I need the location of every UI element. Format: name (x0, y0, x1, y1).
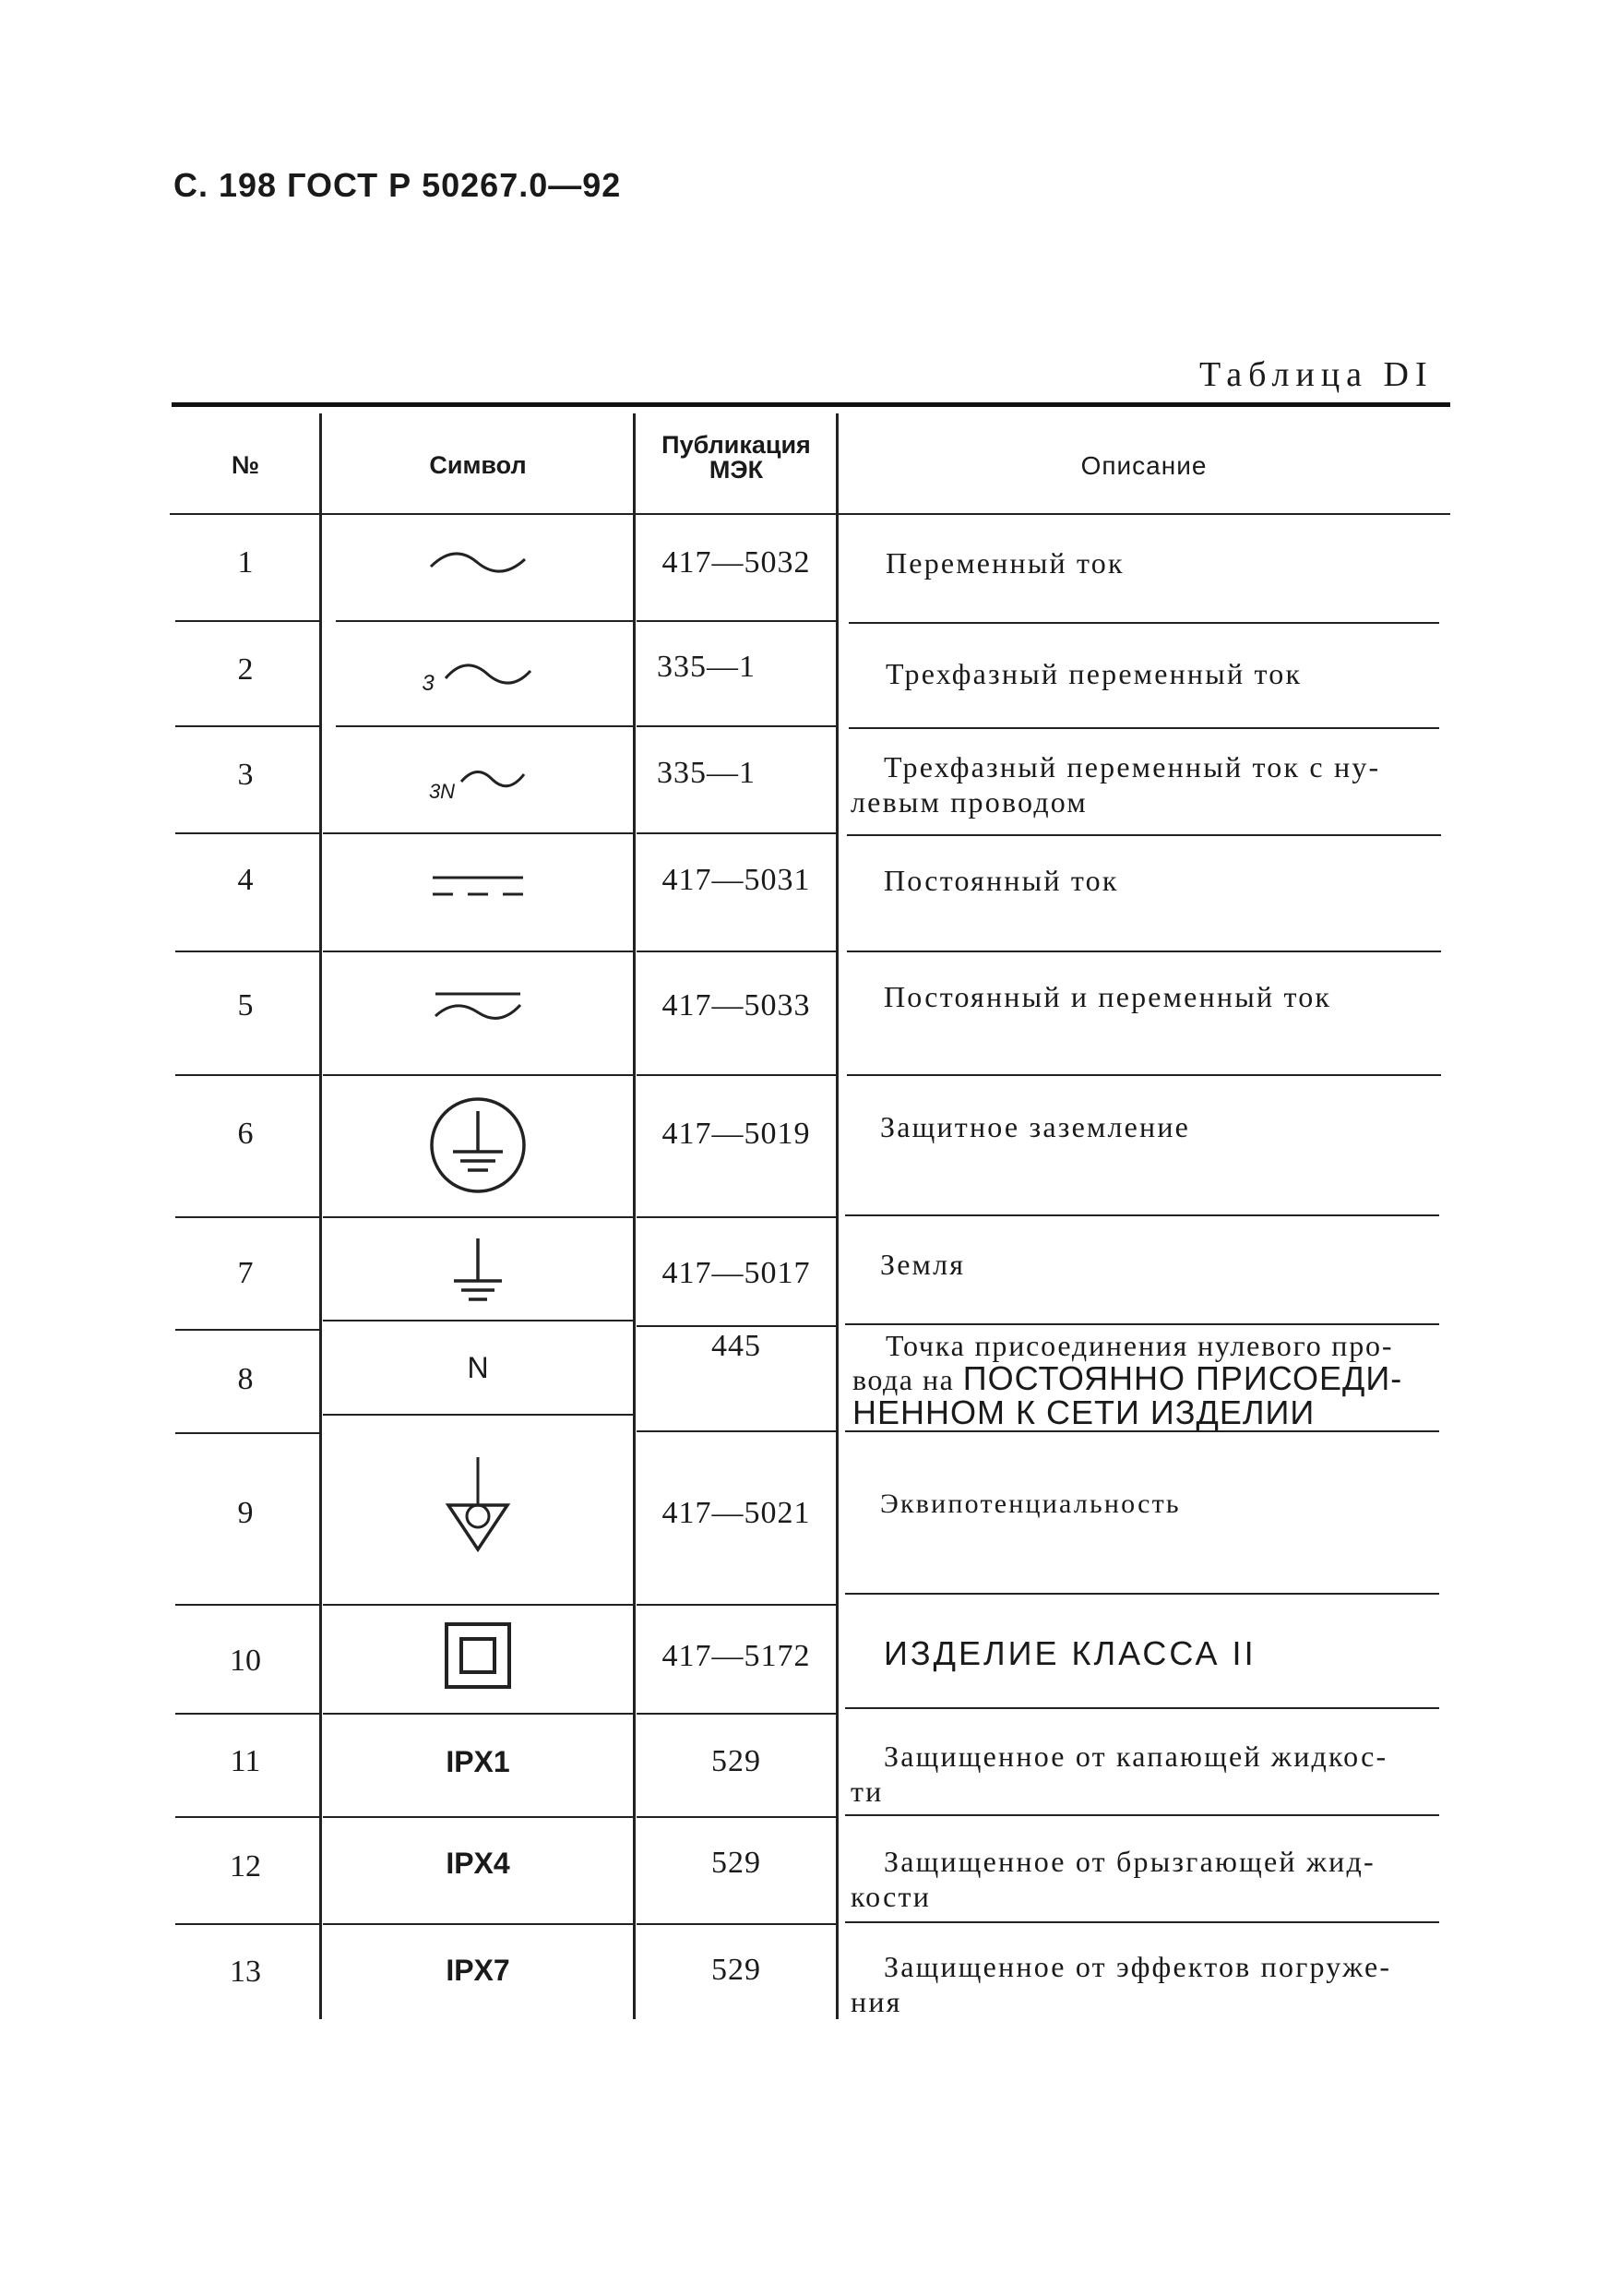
publication-cell: 417—5032 (661, 545, 811, 580)
description-line (852, 1393, 1452, 1431)
row-rule (175, 832, 319, 834)
row-rule (637, 1604, 836, 1606)
ip-code: IPX1 (446, 1744, 510, 1778)
table-caption: Таблица DI (1199, 355, 1434, 394)
neutral-symbol: N (467, 1350, 489, 1384)
column-header-no: № (231, 450, 260, 479)
row-rule (637, 951, 836, 952)
description-cell (851, 749, 1450, 832)
symbol-cell (323, 1824, 633, 1903)
row-rule (175, 1604, 319, 1606)
description-cell (851, 1739, 1450, 1812)
symbol-prefix: 3 (422, 671, 435, 696)
column-header-publication-line1: Публикация (661, 431, 811, 459)
table-top-rule (172, 402, 1450, 407)
row-rule (847, 951, 1441, 952)
row-number: 13 (230, 1955, 261, 1989)
description-caps: ИЗДЕЛИЕ КЛАССА II (884, 1634, 1257, 1672)
publication-cell: 417—5172 (661, 1639, 811, 1673)
row-number: 3 (237, 758, 254, 792)
symbol-cell (323, 526, 633, 600)
description-line: Точка присоединения нулевого про- (886, 1329, 1394, 1362)
row-rule (323, 951, 633, 952)
row-rule (175, 1713, 319, 1715)
publication-cell: 417—5031 (661, 863, 811, 897)
description-fragment: вода на (852, 1363, 955, 1396)
row-number: 7 (237, 1256, 254, 1290)
row-rule (175, 725, 319, 727)
symbol-cell (323, 1329, 633, 1406)
description-line: левым проводом (851, 785, 1088, 819)
symbol-cell (323, 1449, 633, 1560)
publication-cell: 417—5021 (661, 1496, 811, 1530)
column-header-description: Описание (1080, 450, 1208, 480)
symbol-cell (323, 1609, 633, 1702)
description-cell: Переменный ток (886, 546, 1125, 580)
symbol-cell (323, 738, 633, 821)
description-cell: Постоянный ток (884, 864, 1119, 897)
row-rule (637, 1713, 836, 1715)
row-rule (849, 622, 1439, 624)
row-rule (175, 1329, 319, 1331)
row-rule (323, 1604, 633, 1606)
row-rule (849, 727, 1439, 729)
row-number: 9 (237, 1496, 254, 1530)
column-rule-1 (319, 413, 322, 2019)
description-cell (851, 1844, 1450, 1918)
symbol-cell (323, 1085, 633, 1205)
row-rule (175, 1216, 319, 1218)
three-phase-neutral-ac-icon (459, 763, 527, 796)
earth-icon (450, 1235, 506, 1309)
publication-cell: 335—1 (657, 650, 756, 684)
description-line: Защищенное от эффектов погруже- (884, 1950, 1392, 1983)
description-line: Трехфазный переменный ток с ну- (884, 750, 1381, 783)
row-rule (175, 1432, 319, 1434)
row-rule (336, 620, 633, 622)
row-rule (175, 1923, 319, 1925)
publication-cell: 417—5019 (661, 1117, 811, 1151)
symbol-cell (323, 843, 633, 927)
publication-cell: 417—5033 (661, 988, 811, 1022)
description-caps: НЕННОМ К СЕТИ ИЗДЕЛИИ (852, 1393, 1316, 1431)
description-line: ти (851, 1775, 884, 1808)
row-rule (847, 834, 1441, 836)
row-rule (323, 1216, 633, 1218)
row-rule (845, 1323, 1439, 1325)
row-rule (847, 1074, 1441, 1076)
row-number: 6 (237, 1117, 254, 1151)
ac-dc-icon (432, 985, 524, 1027)
ip-code: IPX4 (446, 1846, 510, 1880)
description-cell: Эквипотенциальность (880, 1489, 1181, 1519)
description-line: кости (851, 1880, 932, 1913)
header-bottom-rule (170, 513, 1450, 515)
row-rule (323, 832, 633, 834)
row-rule (637, 832, 836, 834)
row-number: 12 (230, 1849, 261, 1883)
symbol-prefix: 3N (428, 780, 456, 803)
row-rule (845, 1814, 1439, 1816)
class-ii-icon (441, 1619, 515, 1692)
description-cell: Земля (880, 1248, 966, 1281)
description-line: Защищенное от капающей жидкос- (884, 1740, 1388, 1773)
description-line: ния (851, 1985, 902, 2018)
row-number: 1 (237, 545, 254, 580)
publication-cell: 335—1 (657, 756, 756, 790)
row-number: 11 (230, 1744, 261, 1778)
description-line: Защищенное от брызгающей жид- (884, 1845, 1376, 1878)
publication-cell: 529 (711, 1846, 761, 1880)
row-rule (637, 1216, 836, 1218)
row-rule (323, 1713, 633, 1715)
row-number: 8 (237, 1362, 254, 1396)
description-caps: ПОСТОЯННО ПРИСОЕДИ- (962, 1359, 1403, 1397)
description-cell (884, 1615, 1437, 1692)
row-rule (175, 1816, 319, 1818)
row-rule (637, 1816, 836, 1818)
row-rule (323, 1414, 633, 1416)
row-rule (323, 1320, 633, 1321)
equipotential-icon (441, 1453, 515, 1555)
description-cell (852, 1329, 1452, 1430)
symbol-cell (323, 1224, 633, 1320)
row-rule (323, 1923, 633, 1925)
publication-cell: 529 (711, 1953, 761, 1987)
row-rule (637, 620, 836, 622)
row-rule (175, 1074, 319, 1076)
row-rule (175, 620, 319, 622)
ac-icon (427, 544, 529, 581)
column-header-symbol: Символ (429, 450, 527, 479)
three-phase-ac-icon (442, 656, 534, 693)
row-rule (175, 951, 319, 952)
row-rule (845, 1707, 1439, 1709)
row-rule (845, 1214, 1439, 1216)
publication-cell: 529 (711, 1744, 761, 1778)
symbol-cell (323, 635, 633, 714)
row-rule (637, 1074, 836, 1076)
row-number: 10 (230, 1644, 261, 1678)
row-number: 5 (237, 988, 254, 1022)
protective-earth-icon (427, 1094, 529, 1196)
description-cell (851, 1949, 1450, 2019)
row-number: 4 (237, 863, 254, 897)
description-line (852, 1359, 1452, 1397)
column-header-publication (637, 413, 836, 502)
row-rule (845, 1921, 1439, 1923)
page-header: С. 198 ГОСТ Р 50267.0—92 (173, 166, 622, 204)
column-rule-2 (633, 413, 636, 2019)
dc-icon (427, 867, 529, 903)
row-rule (323, 1074, 633, 1076)
row-rule (336, 725, 633, 727)
row-rule (637, 1325, 836, 1327)
column-rule-3 (836, 413, 839, 2019)
column-header-publication-line2: МЭК (709, 456, 764, 484)
description-cell: Постоянный и переменный ток (884, 980, 1332, 1013)
description-cell: Трехфазный переменный ток (886, 657, 1303, 690)
row-number: 2 (237, 652, 254, 687)
row-rule (323, 1816, 633, 1818)
row-rule (845, 1593, 1439, 1595)
publication-cell: 417—5017 (661, 1256, 811, 1290)
row-rule (637, 1923, 836, 1925)
ip-code: IPX7 (446, 1953, 510, 1987)
row-rule (637, 1430, 836, 1432)
symbol-cell (323, 1931, 633, 2010)
symbol-cell (323, 1722, 633, 1801)
row-rule (845, 1430, 1439, 1432)
publication-cell: 445 (711, 1329, 761, 1363)
row-rule (637, 725, 836, 727)
description-cell: Защитное заземление (880, 1110, 1191, 1143)
symbol-cell (323, 960, 633, 1052)
